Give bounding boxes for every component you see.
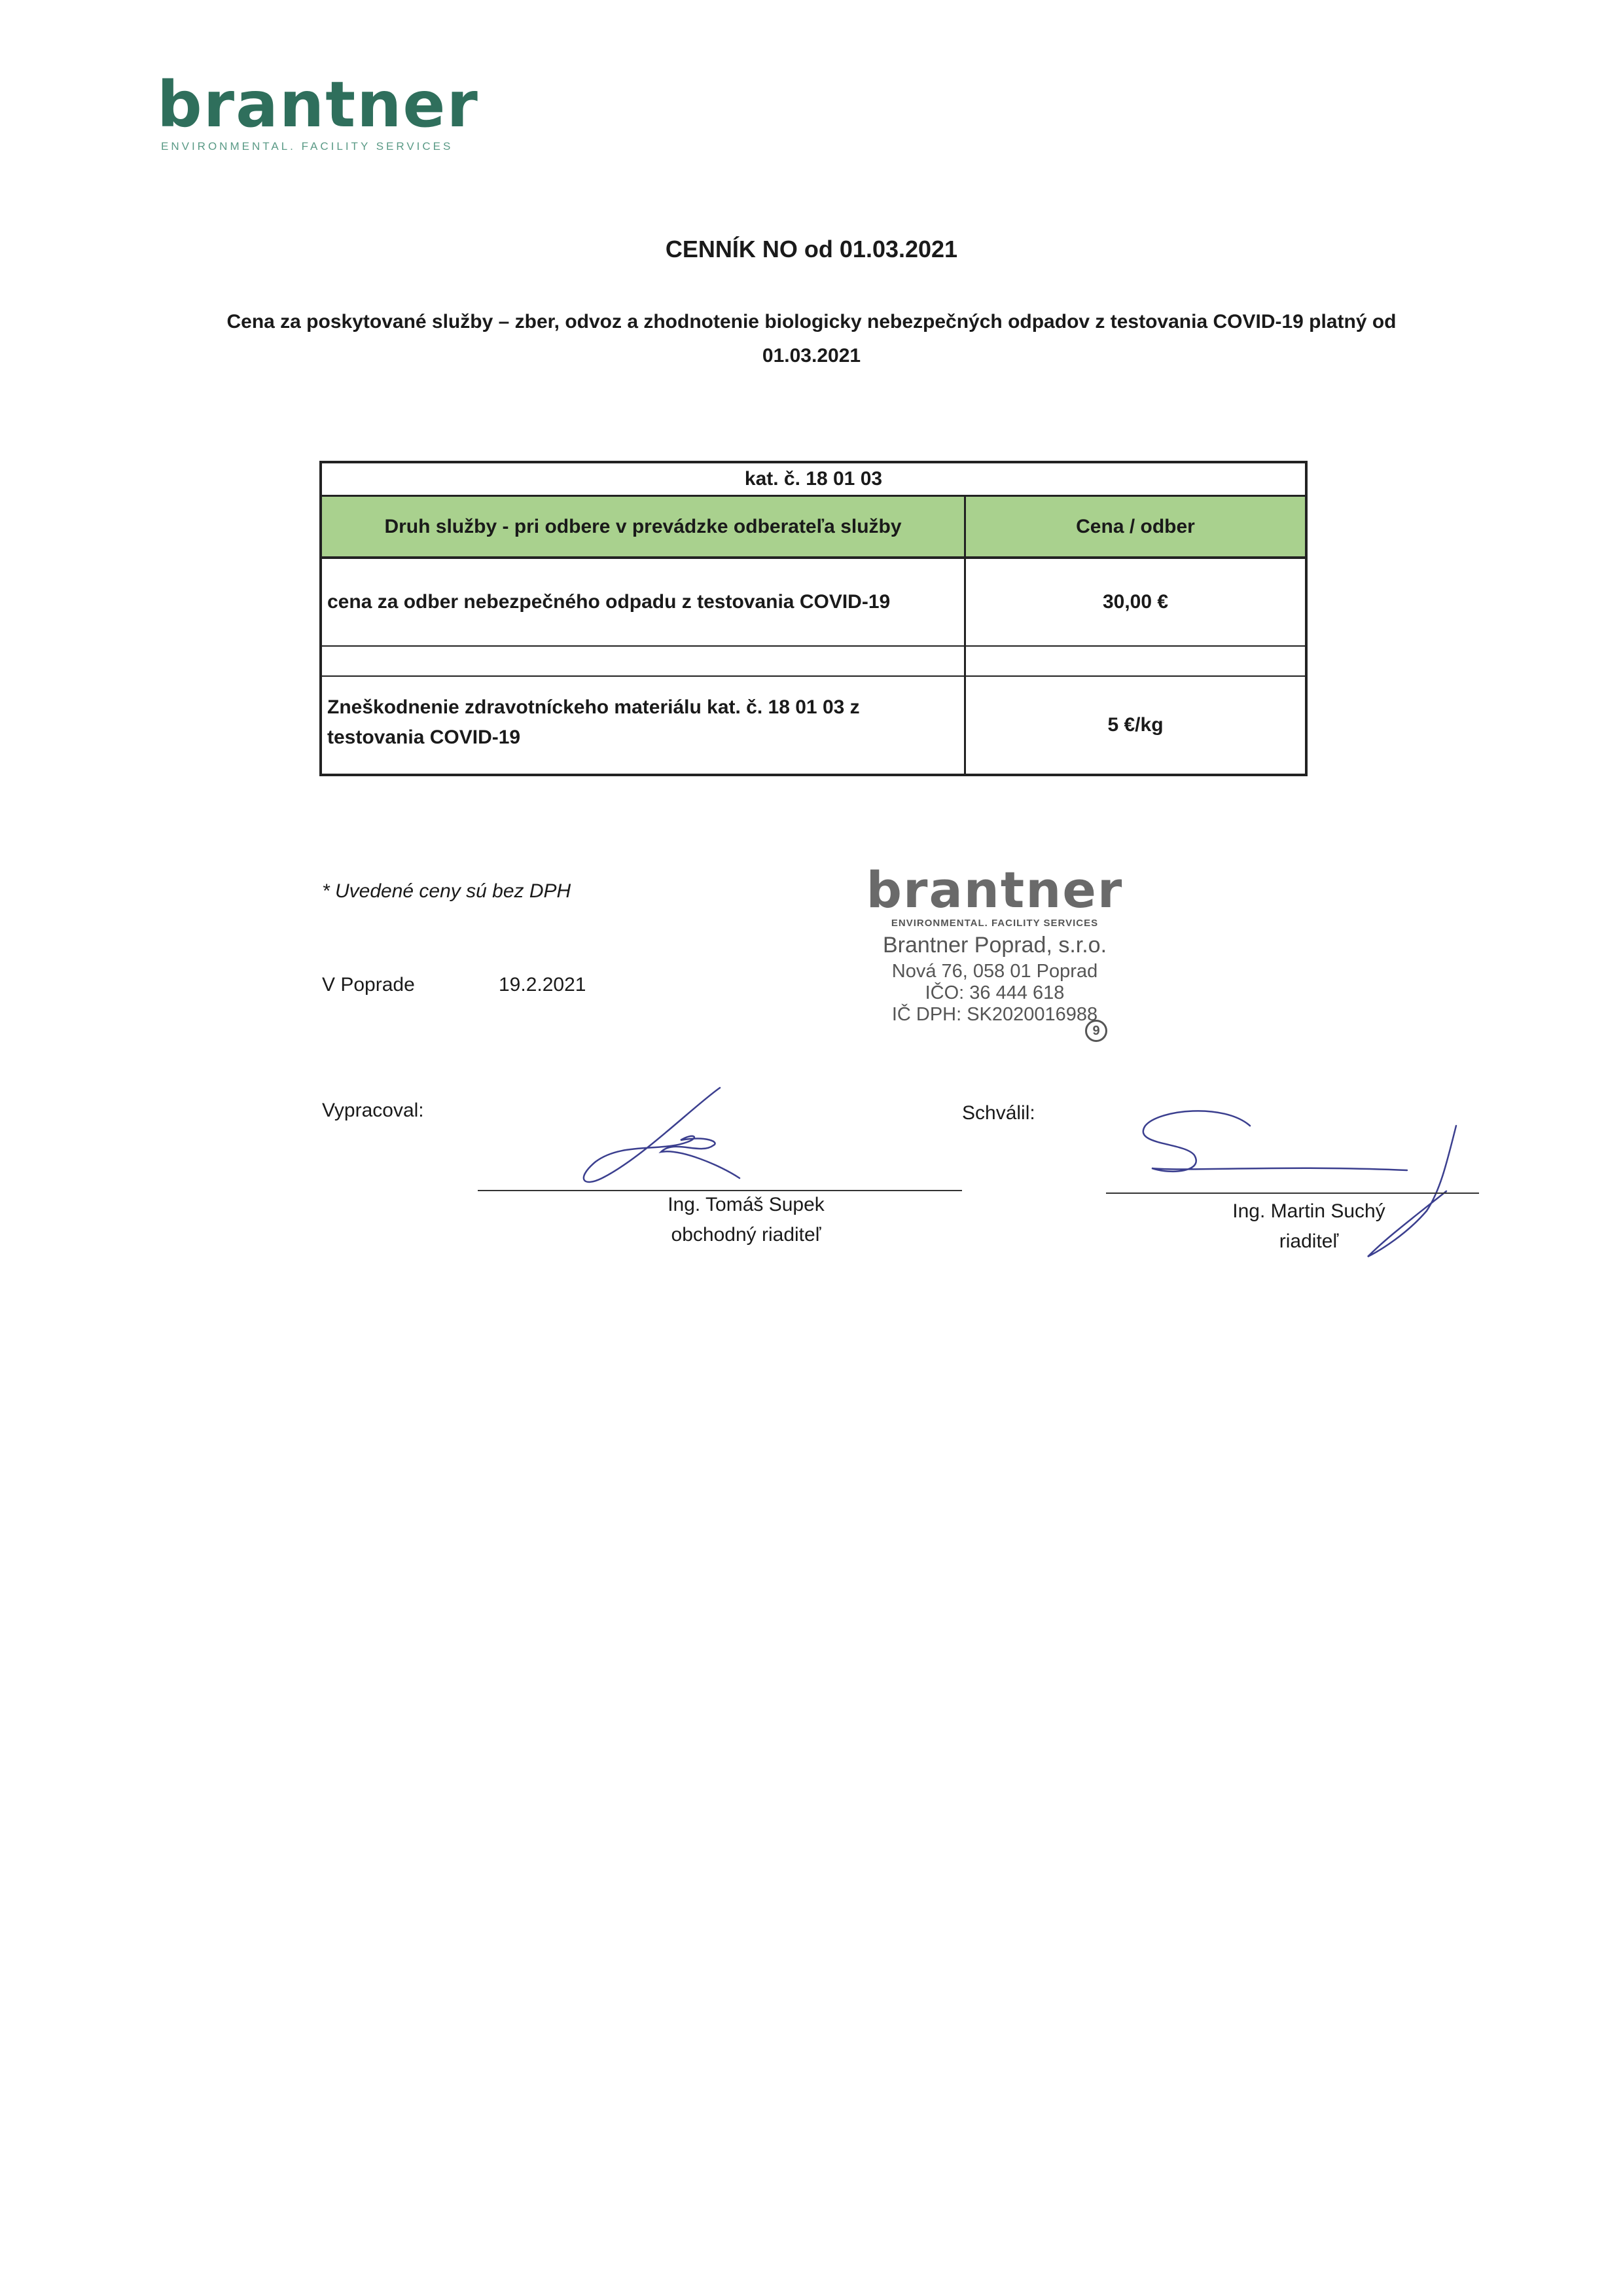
price-cell: 30,00 € xyxy=(1102,591,1169,613)
document-title: CENNÍK NO od 01.03.2021 xyxy=(665,236,958,262)
preparer-name: Ing. Tomáš Supek xyxy=(668,1194,825,1215)
stamp-tagline: ENVIRONMENTAL. FACILITY SERVICES xyxy=(891,918,1099,929)
preparer-block xyxy=(602,1190,890,1250)
table-row xyxy=(322,559,1305,645)
service-cell: cena za odber nebezpečného odpadu z testovania COVID-19 xyxy=(322,559,966,645)
stamp-ic-dph: IČ DPH: SK2020016988 xyxy=(891,1004,1098,1025)
subtitle-line-2: 01.03.2021 xyxy=(762,345,861,367)
logo-text: brantner xyxy=(157,68,479,141)
approver-role: riaditeľ xyxy=(1279,1230,1339,1252)
price-cell: 5 €/kg xyxy=(1107,714,1164,736)
approver-name: Ing. Martin Suchý xyxy=(1232,1200,1385,1222)
stamp-address: Nová 76, 058 01 Poprad xyxy=(891,961,1098,982)
stamp-logo-text: brantner xyxy=(866,861,1124,919)
stamp-company: Brantner Poprad, s.r.o. xyxy=(882,933,1107,958)
header-price: Cena / odber xyxy=(1076,515,1195,537)
empty-cell xyxy=(966,647,1305,675)
logo-tagline: ENVIRONMENTAL. FACILITY SERVICES xyxy=(161,140,454,152)
approver-block xyxy=(1171,1196,1446,1257)
header-service: Druh služby - pri odbere v prevádzke odberateľa služby xyxy=(322,497,966,556)
subtitle-line-1: Cena za poskytované služby – zber, odvoz a zhodnotenie biologicky nebezpečných odpadov z testovania COVID-19 platný od xyxy=(226,311,1397,332)
approver-signature-line xyxy=(1106,1193,1479,1194)
document-subtitle xyxy=(196,305,1427,373)
category-label: kat. č. 18 01 03 xyxy=(744,468,883,490)
table-row-empty xyxy=(322,645,1305,675)
service-line-2: testovania COVID-19 xyxy=(327,726,521,748)
service-cell xyxy=(322,677,966,774)
company-stamp xyxy=(831,861,1158,1026)
place: V Poprade xyxy=(322,974,415,996)
service-line-1: Zneškodnenie zdravotníckeho materiálu kat. č. 18 01 03 z xyxy=(327,696,860,718)
company-logo xyxy=(157,68,479,153)
date: 19.2.2021 xyxy=(499,974,586,996)
stamp-ico: IČO: 36 444 618 xyxy=(925,982,1065,1003)
approved-label: Schválil: xyxy=(962,1102,1035,1124)
table-row xyxy=(322,675,1305,774)
preparer-signature xyxy=(563,1080,798,1191)
stamp-number: 9 xyxy=(1092,1024,1100,1038)
vat-note: * Uvedené ceny sú bez DPH xyxy=(322,880,571,902)
stamp-number-badge xyxy=(1085,1020,1107,1042)
prepared-label: Vypracoval: xyxy=(322,1100,424,1121)
category-row xyxy=(322,463,1305,495)
preparer-role: obchodný riaditeľ xyxy=(671,1224,821,1246)
table-header-row xyxy=(322,495,1305,559)
price-table xyxy=(319,461,1308,776)
empty-cell xyxy=(322,647,966,675)
